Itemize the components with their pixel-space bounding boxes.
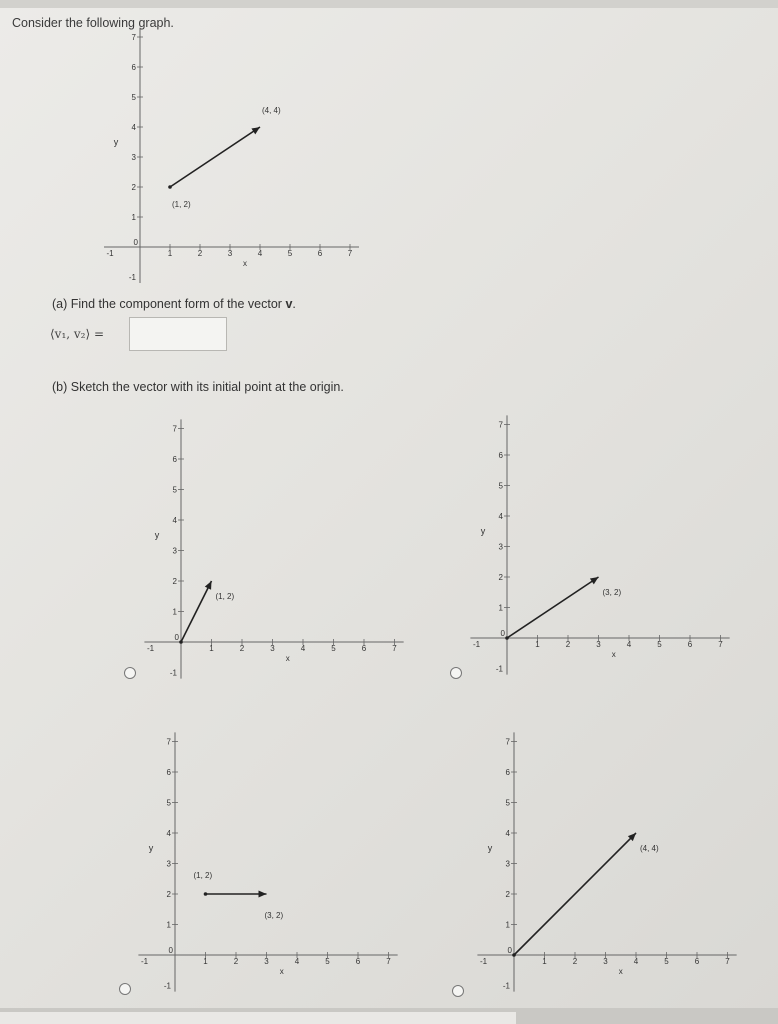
x-tick-label: 4 [300,644,306,653]
x-tick-label: 3 [270,644,275,653]
vector-initial-point [204,892,208,896]
vector-arrowhead [590,577,599,584]
y-tick-label: 4 [498,511,503,521]
option-4-graph [470,725,735,990]
x-axis-label: x [618,967,623,976]
x-tick-label: -1 [479,957,488,966]
x-tick-label: 5 [331,644,336,653]
x-tick-label: 4 [633,957,639,966]
y-tick-label: 2 [498,572,503,582]
vector-arrowhead [251,127,260,134]
vector-initial-point [512,953,516,957]
x-tick-label: -1 [140,957,149,966]
x-axis-label: x [243,259,247,268]
vector-line [170,127,260,187]
y-tick-label: 5 [505,798,510,808]
x-tick-label: 7 [386,957,391,966]
x-tick-label: 6 [694,957,700,966]
y-axis-label: y [154,530,160,541]
y-tick-label: 2 [131,182,136,192]
origin-label: 0 [500,629,505,638]
x-axis-label: x [285,654,290,663]
y-tick-label: 2 [172,576,177,586]
x-axis-label: x [279,967,284,976]
intro-text: Consider the following graph. [12,16,174,30]
start-point-label: (1, 2) [172,200,191,209]
x-tick-label: 4 [294,957,300,966]
x-tick-label: 7 [392,644,397,653]
option-1-graph [145,420,405,680]
y-tick-label: 4 [172,515,177,525]
x-tick-label: -1 [106,249,114,258]
x-tick-label: 7 [725,957,730,966]
part-a-question: (a) Find the component form of the vector v. [52,297,296,311]
x-tick-label: 3 [227,249,233,258]
vector-initial-point [505,636,509,640]
y-tick-label: 4 [505,828,510,838]
x-tick-label: 1 [167,249,173,258]
x-tick-label: 7 [718,640,723,649]
y-tick-label: 7 [172,424,177,434]
y-axis-label: y [148,843,154,854]
y-tick-label: 1 [505,920,510,930]
y-tick-label: 5 [172,485,177,495]
vector-line [507,577,599,638]
x-tick-label: 7 [347,249,353,258]
y-tick-label: 3 [166,859,171,869]
answer-label: ⟨v₁, v₂⟩ = [50,327,105,341]
x-tick-label: 6 [361,644,367,653]
main-graph [106,32,360,285]
y-tick-label: -1 [128,272,136,282]
x-tick-label: 1 [203,957,208,966]
x-tick-label: 6 [355,957,361,966]
vector-line [514,833,636,955]
vector-arrowhead [259,891,267,898]
x-tick-label: 3 [596,640,601,649]
x-tick-label: 6 [687,640,693,649]
y-tick-label: 6 [131,62,136,72]
y-tick-label: 3 [131,152,136,162]
y-tick-label: 1 [131,212,136,222]
origin-label: 0 [168,946,173,955]
vector-initial-point [179,640,183,644]
y-tick-label: 5 [131,92,136,102]
y-tick-label: -1 [495,664,503,674]
y-tick-label: 7 [505,737,510,747]
bottom-bar [0,1008,778,1024]
x-tick-label: 5 [664,957,669,966]
end-point-label: (4, 4) [640,844,659,853]
y-tick-label: -1 [163,981,171,991]
x-tick-label: 1 [209,644,214,653]
x-tick-label: 1 [542,957,547,966]
y-tick-label: 7 [131,32,136,42]
y-tick-label: 4 [166,828,171,838]
end-point-label: (1, 2) [215,592,235,601]
y-tick-label: -1 [169,668,177,678]
y-tick-label: 1 [166,920,171,930]
origin-label: 0 [507,946,512,955]
y-tick-label: 1 [498,603,503,613]
end-point-label: (3, 2) [264,911,284,920]
x-tick-label: 2 [572,957,578,966]
y-tick-label: 4 [131,122,136,132]
y-tick-label: 1 [172,607,177,617]
origin-label: 0 [174,633,179,642]
start-point-label: (1, 2) [193,871,213,880]
y-tick-label: 3 [498,542,503,552]
top-bar [0,0,778,8]
x-tick-label: 3 [264,957,269,966]
x-tick-label: 1 [535,640,540,649]
x-tick-label: 6 [317,249,323,258]
origin-label: 0 [133,238,138,247]
y-tick-label: 3 [505,859,510,869]
part-b-question: (b) Sketch the vector with its initial point at the origin. [52,380,344,394]
y-tick-label: 5 [498,481,503,491]
x-tick-label: 2 [233,957,239,966]
y-tick-label: 2 [166,889,171,899]
option-2-graph [470,420,730,680]
y-tick-label: 3 [172,546,177,556]
x-tick-label: 5 [657,640,662,649]
x-tick-label: -1 [146,644,155,653]
y-tick-label: 7 [498,420,503,430]
y-tick-label: 7 [166,737,171,747]
x-tick-label: 4 [626,640,632,649]
y-tick-label: 6 [166,767,171,777]
x-tick-label: 5 [325,957,330,966]
x-tick-label: 2 [197,249,203,258]
x-tick-label: 4 [257,249,263,258]
x-tick-label: 3 [603,957,608,966]
x-axis-label: x [611,650,616,659]
y-tick-label: -1 [502,981,510,991]
y-axis-label: y [487,843,493,854]
x-tick-label: 5 [287,249,293,258]
y-axis-label: y [480,526,486,537]
y-tick-label: 6 [498,450,503,460]
option-2-radio[interactable] [450,667,462,679]
y-tick-label: 5 [166,798,171,808]
y-tick-label: 6 [172,454,177,464]
option-3-graph [140,725,405,990]
y-tick-label: 6 [505,767,510,777]
end-point-label: (3, 2) [602,588,622,597]
component-form-input[interactable] [129,317,227,351]
vector-line [181,581,212,642]
y-axis-label: y [113,136,119,147]
option-4-radio[interactable] [452,985,464,997]
option-1-radio[interactable] [124,667,136,679]
x-tick-label: -1 [472,640,481,649]
end-point-label: (4, 4) [262,106,281,115]
x-tick-label: 2 [565,640,571,649]
x-tick-label: 2 [239,644,245,653]
y-tick-label: 2 [505,889,510,899]
vector-initial-point [168,185,172,189]
option-3-radio[interactable] [119,983,131,995]
